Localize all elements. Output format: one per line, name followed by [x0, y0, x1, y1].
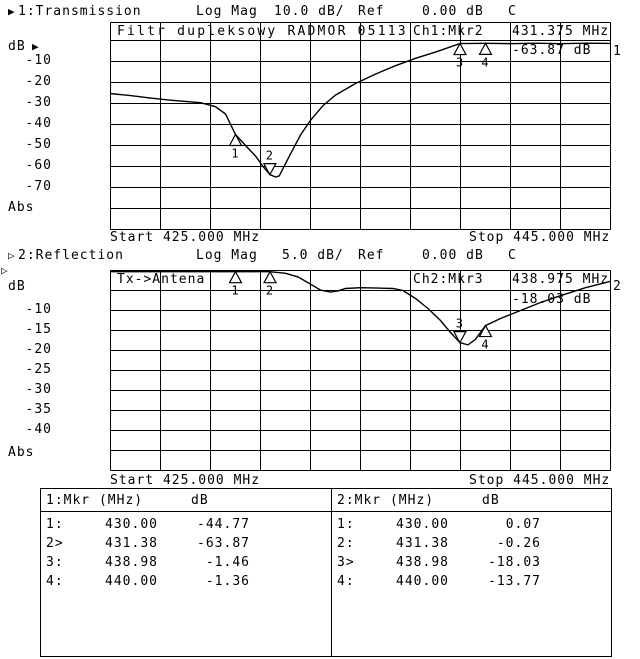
- ch1-marker-readout-value: -63.87 dB: [512, 43, 592, 58]
- ch2-ref-level-icon: ▷: [1, 264, 8, 277]
- ch2-start-freq: Start 425.000 MHz: [110, 473, 261, 488]
- ch1-annotation: Filtr dupleksowy RADMOR 05113: [117, 24, 408, 39]
- marker-table-ch2-header: 2:Mkr (MHz): [337, 493, 435, 508]
- marker-table-row: [337, 555, 541, 574]
- marker-table-ch2-rows: [337, 517, 541, 593]
- marker-table-ch1-unit: dB: [191, 493, 209, 508]
- marker-number: 2:: [337, 536, 355, 551]
- marker-value: 0.07: [505, 517, 541, 532]
- marker-3: [454, 44, 466, 70]
- marker-frequency: 431.38: [105, 536, 158, 551]
- marker-4: [480, 43, 492, 69]
- marker-3-label: 3: [455, 55, 465, 70]
- ch1-marker-readout-label: Ch1:Mkr2: [413, 24, 484, 39]
- ch2-marker-readout-value: -18.03 dB: [512, 292, 592, 307]
- ch1-marker-readout-freq: 431.375 MHz: [512, 24, 610, 39]
- marker-table-row: [46, 517, 250, 536]
- channel2-scale: 5.0 dB/: [282, 248, 344, 263]
- marker-number: 3:: [46, 555, 64, 570]
- y-tick-label: -15: [25, 322, 52, 337]
- y-tick-label: -10: [25, 302, 52, 317]
- y-tick-label: -40: [25, 422, 52, 437]
- ch2-abs-label: Abs: [8, 445, 35, 460]
- y-tick-label: -50: [25, 137, 52, 152]
- y-tick-label: -20: [25, 74, 52, 89]
- marker-table-row: [46, 555, 250, 574]
- marker-value: -18.03: [488, 555, 541, 570]
- y-tick-label: -30: [25, 95, 52, 110]
- ch1-axis-unit: dB: [8, 39, 26, 54]
- marker-4-label: 4: [481, 337, 490, 352]
- y-tick-label: -60: [25, 158, 52, 173]
- ch2-annotation: Tx->Antena: [117, 272, 206, 287]
- marker-4-label: 4: [481, 55, 490, 70]
- marker-1: [230, 272, 242, 298]
- channel1-title: 1:Transmission: [18, 4, 142, 19]
- ch1-ref-level-icon: ▶: [32, 40, 39, 53]
- channel1-ref-label: Ref: [358, 4, 385, 19]
- marker-value: -63.87: [197, 536, 250, 551]
- marker-frequency: 440.00: [105, 574, 158, 589]
- marker-1-icon: [230, 272, 242, 283]
- marker-4: [480, 326, 492, 352]
- y-tick-label: -20: [25, 342, 52, 357]
- marker-value: -44.77: [197, 517, 250, 532]
- channel1-ref-value: 0.00 dB: [422, 4, 484, 19]
- marker-table-row: [337, 574, 541, 593]
- marker-3-label: 3: [455, 316, 464, 331]
- marker-value: -1.46: [205, 555, 250, 570]
- marker-table-ch2: [332, 489, 622, 656]
- marker-number: 2>: [46, 536, 64, 551]
- marker-1-label: 1: [231, 146, 240, 161]
- channel2-cal-status: C: [508, 248, 517, 263]
- ch2-marker-readout-label: Ch2:Mkr3: [413, 272, 484, 287]
- channel1-scale: 10.0 dB/: [274, 4, 345, 19]
- ch1-abs-label: Abs: [8, 200, 35, 215]
- channel2-active-icon: ▷: [8, 249, 15, 262]
- marker-frequency: 438.98: [396, 555, 449, 570]
- channel2-ref-value: 0.00 dB: [422, 248, 484, 263]
- marker-number: 4:: [46, 574, 64, 589]
- marker-table-row: [46, 574, 250, 593]
- marker-2-icon: [264, 272, 276, 283]
- marker-value: -0.26: [496, 536, 541, 551]
- marker-frequency: 438.98: [105, 555, 158, 570]
- marker-2-label: 2: [265, 148, 274, 163]
- ch2-trace-number: 2: [613, 279, 622, 294]
- y-tick-label: -40: [25, 116, 52, 131]
- y-tick-label: -30: [25, 382, 52, 397]
- marker-number: 1:: [46, 517, 64, 532]
- marker-number: 1:: [337, 517, 355, 532]
- marker-table-ch1-header: 1:Mkr (MHz): [46, 493, 144, 508]
- marker-number: 4:: [337, 574, 355, 589]
- marker-table-ch1-rows: [46, 517, 250, 593]
- marker-value: -1.36: [205, 574, 250, 589]
- marker-4-icon: [480, 43, 492, 54]
- y-tick-label: -70: [25, 179, 52, 194]
- marker-table: [40, 488, 612, 657]
- marker-2-active: [264, 149, 276, 175]
- marker-2: [264, 272, 276, 298]
- marker-table-ch2-unit: dB: [482, 493, 500, 508]
- marker-frequency: 430.00: [396, 517, 449, 532]
- channel2-format: Log Mag: [196, 248, 258, 263]
- y-tick-label: -10: [25, 53, 52, 68]
- marker-value: -13.77: [488, 574, 541, 589]
- marker-frequency: 430.00: [105, 517, 158, 532]
- marker-1-label: 1: [231, 283, 240, 298]
- channel2-ref-label: Ref: [358, 248, 385, 263]
- y-tick-label: -35: [25, 402, 52, 417]
- ch2-marker-readout-freq: 438.975 MHz: [512, 272, 610, 287]
- marker-table-ch1: [41, 489, 331, 656]
- marker-frequency: 431.38: [396, 536, 449, 551]
- marker-table-row: [46, 536, 250, 555]
- y-tick-label: -25: [25, 362, 52, 377]
- ch2-axis-unit: dB: [8, 279, 26, 294]
- channel1-cal-status: C: [508, 4, 517, 19]
- ch1-trace-number: 1: [613, 44, 622, 59]
- marker-table-row: [337, 536, 541, 555]
- ch1-stop-freq: Stop 445.000 MHz: [469, 230, 611, 245]
- channel1-active-icon: ▶: [8, 5, 15, 18]
- marker-number: 3>: [337, 555, 355, 570]
- channel1-format: Log Mag: [196, 4, 258, 19]
- marker-2-label: 2: [265, 283, 275, 298]
- marker-frequency: 440.00: [396, 574, 449, 589]
- marker-table-row: [337, 517, 541, 536]
- ch1-start-freq: Start 425.000 MHz: [110, 230, 261, 245]
- channel2-title: 2:Reflection: [18, 248, 124, 263]
- ch2-stop-freq: Stop 445.000 MHz: [469, 473, 611, 488]
